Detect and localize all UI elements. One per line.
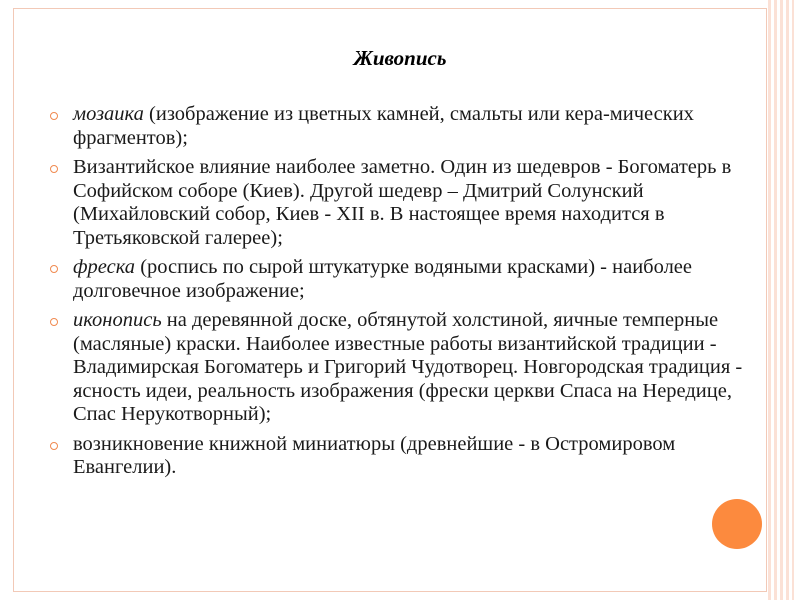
bullet-text: (изображение из цветных камней, смальты или кера-мических фрагментов); [73,103,694,149]
bullet-dot-icon [50,265,58,273]
bullet-dot-icon [50,442,58,450]
bullet-text: возникновение книжной миниатюры (древнейшие - в Остромировом Евангелии). [73,432,676,478]
bullet-text: Византийское влияние наиболее заметно. Один из шедевров - Богоматерь в Софийском соборе (Киев). Другой шедевр – Дмитрий Солунский (Михайловский собор, Киев - XII в. В настоящее время находится в Третьяковской галерее); [73,156,732,249]
slide-title: Живопись [353,46,447,70]
bullet-text: (роспись по сырой штукатурке водяными красками) - наиболее долговечное изображение; [73,256,693,302]
bullet-dot-icon [50,112,58,120]
bullet-item [50,103,750,150]
bullet-dot-icon [50,318,58,326]
bullet-item [50,433,750,480]
bullet-item [50,156,750,250]
bullet-list [50,103,750,486]
bullet-item [50,256,750,303]
bullet-item [50,309,750,427]
bullet-term: иконопись [73,309,162,331]
accent-circle [712,499,762,549]
bullet-text: на деревянной доске, обтянутой холстиной, яичные темперные (масляные) краски. Наиболее известные работы византийской традиции - Владимирская Богоматерь и Григорий Чудотворец. Новгородская традиция - ясность идеи, реальность изображения (фрески церкви Спаса на Нередице, Спас Нерукотворный); [73,309,743,425]
bullet-term: мозаика [73,103,144,125]
bullet-dot-icon [50,165,58,173]
bullet-term: фреска [73,256,136,278]
decorative-stripes [768,0,794,600]
